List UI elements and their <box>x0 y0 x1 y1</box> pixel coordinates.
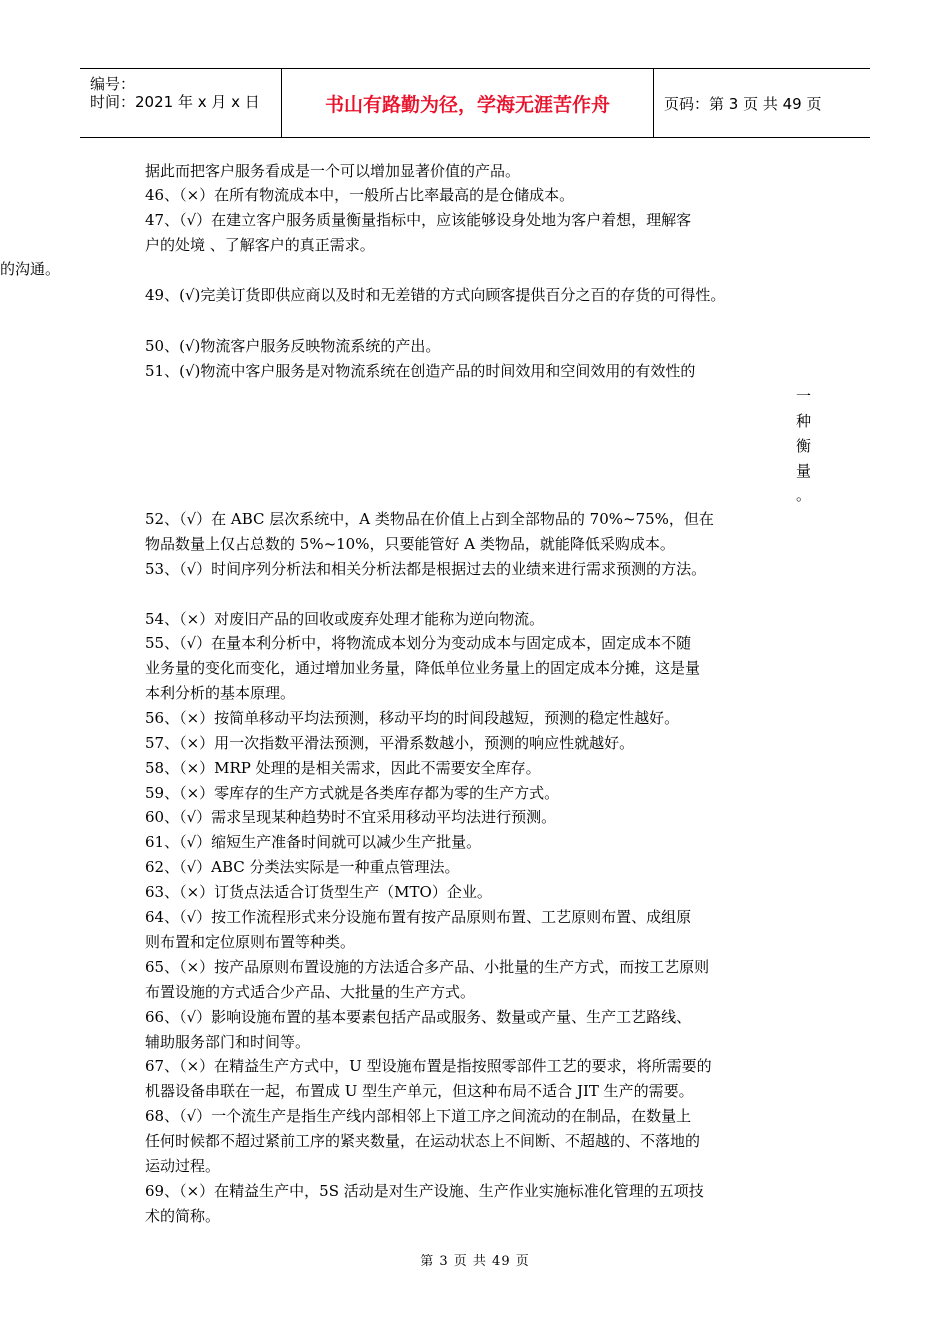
text-line: 54、（×）对废旧产品的回收或废弃处理才能称为逆向物流。 <box>145 610 545 628</box>
text-line: 63、（×）订货点法适合订货型生产（MTO）企业。 <box>145 883 492 901</box>
text-line: 65、（×）按产品原则布置设施的方法适合多产品、小批量的生产方式，而按工艺原则 <box>145 958 710 976</box>
text-line: 51、(√)物流中客户服务是对物流系统在创造产品的时间效用和空间效用的有效性的 <box>145 362 696 380</box>
text-line: 布置设施的方式适合少产品、大批量的生产方式。 <box>145 983 476 1001</box>
text-line: 机器设备串联在一起，布置成 U 型生产单元，但这种布局不适合 JIT 生产的需要。 <box>145 1082 694 1100</box>
text-line: 53、（√）时间序列分析法和相关分析法都是根据过去的业绩来进行需求预测的方法。 <box>145 560 707 578</box>
text-line: 61、（√）缩短生产准备时间就可以减少生产批量。 <box>145 833 482 851</box>
text-line: 64、（√）按工作流程形式来分设施布置有按产品原则布置、工艺原则布置、成组原 <box>145 908 692 926</box>
text-line: 49、(√)完美订货即供应商以及时和无差错的方式向顾客提供百分之百的存货的可得性。 <box>145 286 726 304</box>
vertical-char: 种 <box>796 412 812 430</box>
text-line: 62、（√）ABC 分类法实际是一种重点管理法。 <box>145 858 460 876</box>
text-line: 术的简称。 <box>145 1207 221 1225</box>
text-line: 58、（×）MRP 处理的是相关需求，因此不需要安全库存。 <box>145 759 541 777</box>
text-line: 运动过程。 <box>145 1157 221 1175</box>
text-line: 69、（×）在精益生产中，5S 活动是对生产设施、生产作业实施标准化管理的五项技 <box>145 1182 704 1200</box>
page-footer: 第 3 页 共 49 页 <box>420 1254 530 1269</box>
text-line: 本利分析的基本原理。 <box>145 684 296 702</box>
text-line: 任何时候都不超过紧前工序的紧夹数量，在运动状态上不间断、不超越的、不落地的 <box>145 1132 701 1150</box>
header-divider <box>653 69 654 137</box>
text-line: 52、（√）在 ABC 层次系统中，A 类物品在价值上占到全部物品的 70%~75%，但在 <box>145 510 714 528</box>
text-line: 55、（√）在量本利分析中，将物流成本划分为变动成本与固定成本，固定成本不随 <box>145 634 692 652</box>
text-line: 户的处境 、了解客户的真正需求。 <box>145 236 375 254</box>
text-line: 56、（×）按简单移动平均法预测，移动平均的时间段越短，预测的稳定性越好。 <box>145 709 680 727</box>
text-line: 业务量的变化而变化，通过增加业务量，降低单位业务量上的固定成本分摊，这是量 <box>145 659 701 677</box>
vertical-char: 。 <box>796 486 812 504</box>
text-line: 66、（√）影响设施布置的基本要素包括产品或服务、数量或产量、生产工艺路线、 <box>145 1008 692 1026</box>
doc-code-label: 编号： <box>90 75 136 93</box>
vertical-char: 一 <box>796 387 812 405</box>
text-line: 辅助服务部门和时间等。 <box>145 1033 311 1051</box>
vertical-char: 量 <box>796 462 812 480</box>
text-line: 物品数量上仅占总数的 5%~10%，只要能管好 A 类物品，就能降低采购成本。 <box>145 535 675 553</box>
header-motto: 书山有路勤为径，学海无涯苦作舟 <box>324 93 610 116</box>
text-line: 47、（√）在建立客户服务质量衡量指标中，应该能够设身处地为客户着想，理解客 <box>145 211 692 229</box>
text-line: 的沟通。 <box>0 260 61 278</box>
text-line: 据此而把客户服务看成是一个可以增加显著价值的产品。 <box>145 162 521 180</box>
doc-time: 时间：2021 年 x 月 x 日 <box>90 93 260 111</box>
vertical-char: 衡 <box>796 437 812 455</box>
header-page-info: 页码：第 3 页 共 49 页 <box>664 94 822 113</box>
text-line: 46、（×）在所有物流成本中，一般所占比率最高的是仓储成本。 <box>145 186 575 204</box>
header-meta-cell <box>80 69 280 137</box>
text-line: 则布置和定位原则布置等种类。 <box>145 933 356 951</box>
text-line: 67、（×）在精益生产方式中，U 型设施布置是指按照零部件工艺的要求，将所需要的 <box>145 1057 712 1075</box>
page-header <box>80 68 870 138</box>
text-line: 59、（×）零库存的生产方式就是各类库存都为零的生产方式。 <box>145 784 560 802</box>
text-line: 57、（×）用一次指数平滑法预测，平滑系数越小，预测的响应性就越好。 <box>145 734 635 752</box>
text-line: 60、（√）需求呈现某种趋势时不宜采用移动平均法进行预测。 <box>145 808 557 826</box>
text-line: 50、(√)物流客户服务反映物流系统的产出。 <box>145 337 441 355</box>
text-line: 68、（√）一个流生产是指生产线内部相邻上下道工序之间流动的在制品，在数量上 <box>145 1107 692 1125</box>
